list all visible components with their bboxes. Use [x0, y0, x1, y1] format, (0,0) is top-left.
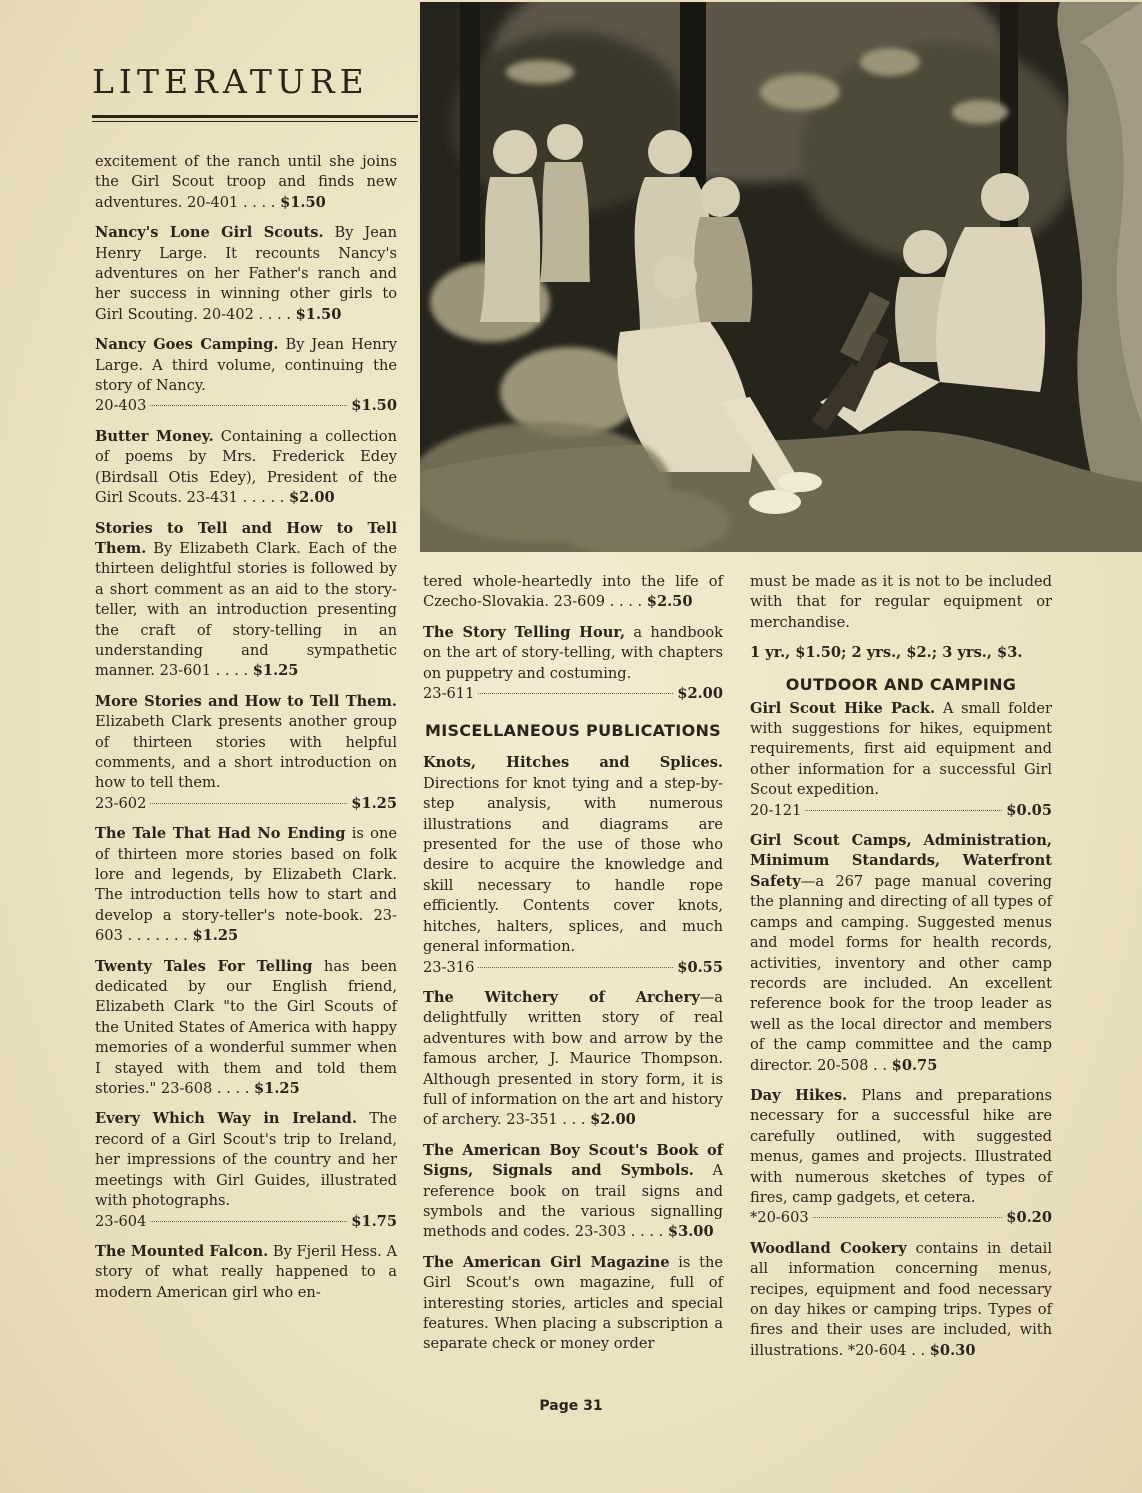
catalog-entry: [750, 1086, 1052, 1229]
catalog-entry: [95, 335, 397, 417]
entry-description: is the Girl Scout's own magazine, full of interesting stories, articles and special features. When placing a subscription a separate check or money order: [423, 1253, 723, 1353]
entry-title: Woodland Cookery: [750, 1239, 907, 1257]
entry-description: By Jean Henry Large. It recounts Nancy's adventures on her Father's ranch and her success in winning other girls to Girl Scouting.: [95, 224, 397, 323]
catalog-entry: [95, 1109, 397, 1231]
price-line: [95, 396, 397, 416]
entry-price: $1.50: [295, 305, 342, 323]
catalog-entry: [423, 1253, 723, 1355]
entry-title: Twenty Tales For Telling: [95, 957, 313, 975]
entry-code: 23-602: [95, 794, 147, 812]
catalog-entry: The Witchery of Archery—a delightfully written story of real adventures with bow and arrow by the famous archer, J. Maurice Thompson. Although presented in story form, it is full of information on the art and history of archery. 23-351 . . . $2.00: [423, 988, 723, 1129]
entry-description: a handbook on the art of story-telling, with chapters on puppetry and costuming.: [423, 623, 724, 682]
catalog-entry: The Tale That Had No Ending is one of thirteen more stories based on folk lore and legends, by Elizabeth Clark. The introduction tells how to start and develop a story-teller's note-book. 23-603 . . . . . . . $1.25: [95, 825, 397, 945]
entry-price: $1.25: [254, 1080, 300, 1098]
entry-title: Girl Scout Camps, Administration, Minimum Standards, Waterfront Safety: [750, 832, 1052, 890]
page-header: [92, 62, 412, 122]
entry-title: Day Hikes.: [750, 1086, 848, 1104]
entry-description: Directions for knot tying and a step-by-step analysis, with numerous illustrations and diagrams are presented for the use of those who desire to acquire the knowledge and skill necessary to handle rope efficiently. Contents cover knots, hitches, halters, splices, and much general information.: [423, 774, 723, 956]
catalog-entry: [750, 699, 1052, 821]
entry-description: —a 267 page manual covering the planning and directing of all types of camps and camping. Suggested menus and model forms for health records, activities, inventory and other camp records are included. An excellent reference book for the troop leader as well as the local director and members of the camp committee and the camp director.: [750, 872, 1052, 1074]
entry-code: 20-508: [817, 1056, 869, 1074]
title-rule: [92, 115, 418, 118]
girl-scouts-photo: [420, 2, 1142, 552]
price-line: [750, 801, 1052, 821]
entry-title: The American Girl Magazine: [423, 1253, 670, 1271]
entry-description: Elizabeth Clark presents another group of thirteen stories with helpful comments, and a short introduction on how to tell them.: [95, 713, 397, 792]
entry-price: $2.50: [646, 593, 693, 611]
entry-code: 23-601: [159, 662, 211, 680]
entry-code: 23-608: [160, 1080, 213, 1098]
entry-code: 20-121: [750, 801, 802, 819]
entry-code: *20-604: [847, 1341, 907, 1359]
entry-price: $1.25: [351, 794, 397, 812]
catalog-entry: Butter Money. Containing a collection of poems by Mrs. Frederick Edey (Birdsall Otis Edey), President of the Girl Scouts. 23-431 . . . . . $2.00: [95, 427, 397, 507]
catalog-entry: [95, 692, 397, 814]
entry-price: $1.50: [280, 193, 326, 211]
entry-description: The record of a Girl Scout's trip to Ireland, her impressions of the country and her meetings with Girl Guides, illustrated with photographs.: [95, 1110, 397, 1210]
entry-price: $1.25: [192, 927, 239, 945]
entry-title: The Tale That Had No Ending: [95, 825, 346, 843]
entry-price: $1.50: [351, 397, 397, 415]
catalog-entry: Stories to Tell and How to Tell Them. By Elizabeth Clark. Each of the thirteen delightful stories is followed by a short comment as an aid to the story-teller, with an introduction presenting the craft of story-telling in an understanding and sympathetic manner. 23-601 . . . . $1.25: [95, 519, 397, 680]
price-line: [95, 794, 397, 814]
catalog-entry: [423, 753, 723, 977]
catalog-entry: The American Boy Scout's Book of Signs, Signals and Symbols. A reference book on trail signs and symbols and the various signalling methods and codes. 23-303 . . . . $3.00: [423, 1141, 723, 1241]
entry-price: $0.75: [891, 1056, 938, 1074]
entry-description: contains in detail all information concerning menus, recipes, equipment and food necessary on day hikes or camping trips. Types of fires and their uses are included, with illustrations.: [750, 1239, 1053, 1359]
catalog-entry: Twenty Tales For Telling has been dedicated by our English friend, Elizabeth Clark "to the Girl Scouts of the United States of America with happy memories of a wonderful summer when I stayed with them and told them stories." 23-608 . . . . $1.25: [95, 957, 397, 1098]
entry-code: 23-303: [574, 1223, 627, 1241]
entry-description: excitement of the ranch until she joins the Girl Scout troop and finds new adventures.: [95, 153, 397, 211]
entry-price: $2.00: [590, 1111, 636, 1129]
entry-price: $2.00: [289, 489, 335, 507]
entry-description: A reference book on trail signs and symbols and the various signalling methods and codes.: [423, 1162, 723, 1241]
entry-code: 23-609: [553, 593, 606, 611]
section-title-outdoor: OUTDOOR AND CAMPING: [785, 674, 1017, 694]
entry-price: $0.05: [1006, 801, 1052, 819]
entry-title: Girl Scout Hike Pack.: [750, 699, 936, 717]
entry-title: More Stories and How to Tell Them.: [95, 692, 397, 710]
section-title-misc: MISCELLANEOUS PUBLICATIONS: [425, 721, 721, 741]
entry-title: The Mounted Falcon.: [95, 1242, 269, 1260]
subscription-note: must be made as it is not to be included with that for regular equipment or merchandise.: [750, 573, 1052, 631]
title-rule-thin: [92, 121, 418, 122]
entry-description: A small folder with suggestions for hikes, equipment requirements, first aid equipment and other information for a successful Girl Scout expedition.: [750, 699, 1052, 799]
entry-title: Butter Money.: [95, 427, 214, 445]
entry-title: The Story Telling Hour,: [423, 623, 626, 641]
entry-code: 23-611: [423, 685, 475, 703]
entry-code: 23-603: [95, 906, 397, 945]
column-2: [423, 572, 723, 1365]
entry-title: Nancy Goes Camping.: [95, 336, 279, 354]
entry-price: $0.30: [929, 1341, 976, 1359]
subscription-prices: 1 yr., $1.50; 2 yrs., $2.; 3 yrs., $3.: [750, 644, 1023, 662]
page-number: Page 31: [539, 1398, 603, 1414]
entry-title: Knots, Hitches and Splices.: [423, 754, 723, 772]
price-line: [423, 684, 723, 704]
photo-illustration: [420, 2, 1142, 552]
entry-title: Nancy's Lone Girl Scouts.: [95, 224, 324, 242]
catalog-entry: [95, 1242, 397, 1303]
entry-price: $0.55: [677, 958, 723, 976]
catalog-entry: [423, 623, 723, 705]
entry-title: Every Which Way in Ireland.: [95, 1110, 357, 1128]
entry-price: $2.00: [677, 685, 723, 703]
entry-code: 20-401: [186, 193, 239, 211]
price-line: [750, 1208, 1052, 1228]
catalog-entry: tered whole-heartedly into the life of Czecho-Slovakia. 23-609 . . . . $2.50: [423, 573, 723, 611]
entry-price: $3.00: [667, 1223, 714, 1241]
entry-description: By Jean Henry Large. A third volume, continuing the story of Nancy.: [95, 336, 397, 395]
entry-title: Stories to Tell and How to Tell Them.: [95, 519, 397, 557]
entry-description: —a delightfully written story of real adventures with bow and arrow by the famous archer, J. Maurice Thompson. Although presented in story form, it is full of information on the art and history of archery.: [423, 988, 723, 1129]
entry-price: $1.75: [351, 1212, 397, 1230]
column-3: [750, 572, 1052, 1371]
catalog-entry: Woodland Cookery contains in detail all information concerning menus, recipes, equipment and food necessary on day hikes or camping trips. Types of fires and their uses are included, with illustrations. *20-604 . . $0.30: [750, 1239, 1053, 1359]
entry-title: The American Boy Scout's Book of Signs, Signals and Symbols.: [423, 1141, 723, 1180]
column-1: [95, 152, 397, 1313]
entry-description: By Elizabeth Clark. Each of the thirteen delightful stories is followed by a short comment as an aid to the story-teller, with an introduction presenting the craft of story-telling in an understanding and sympathetic manner.: [95, 539, 397, 680]
entry-description: Containing a collection of poems by Mrs. Frederick Edey (Birdsall Otis Edey), President of the Girl Scouts.: [95, 427, 397, 507]
entry-code: *20-603: [750, 1209, 809, 1227]
entry-description: Plans and preparations necessary for a successful hike are carefully outlined, with suggested menus, games and projects. Illustrated with numerous sketches of types of fires, camp gadgets, et cetera.: [750, 1086, 1052, 1206]
price-line: [423, 958, 723, 978]
entry-code: 20-403: [95, 397, 147, 415]
entry-code: 23-351: [506, 1111, 558, 1129]
catalog-entry: Nancy's Lone Girl Scouts. By Jean Henry Large. It recounts Nancy's adventures on her Father's ranch and her success in winning other girls to Girl Scouting. 20-402 . . . . $1.50: [95, 224, 397, 323]
entry-description: is one of thirteen more stories based on folk lore and legends, by Elizabeth Clark. The introduction tells how to start and develop a story-teller's note-book.: [95, 825, 397, 924]
entry-code: 23-316: [423, 958, 475, 976]
entry-code: 23-431: [186, 489, 238, 507]
price-line: [95, 1212, 397, 1232]
entry-description: By Fjeril Hess. A story of what really happened to a modern American girl who en-: [95, 1242, 397, 1301]
catalog-entry: Girl Scout Camps, Administration, Minimum Standards, Waterfront Safety—a 267 page manual covering the planning and directing of all types of camps and camping. Suggested menus and model forms for health records, activities, inventory and other camp records are included. An excellent reference book for the troop leader as well as the local director and members of the camp committee and the camp director. 20-508 . . $0.75: [750, 832, 1052, 1074]
entry-price: $0.20: [1006, 1209, 1052, 1227]
entry-code: 20-402: [202, 305, 254, 323]
entry-code: 23-604: [95, 1212, 147, 1230]
page-title: LITERATURE: [92, 62, 369, 101]
entry-description: tered whole-heartedly into the life of Czecho-Slovakia.: [423, 573, 723, 611]
catalog-entry: excitement of the ranch until she joins the Girl Scout troop and finds new adventures. 20-401 . . . . $1.50: [95, 153, 397, 211]
entry-description: has been dedicated by our English friend, Elizabeth Clark "to the Girl Scouts of the United States of America with happy memories of a wonderful summer when I stayed with them and told them stories.": [95, 957, 397, 1098]
entry-price: $1.25: [252, 662, 299, 680]
entry-title: The Witchery of Archery: [423, 988, 700, 1006]
